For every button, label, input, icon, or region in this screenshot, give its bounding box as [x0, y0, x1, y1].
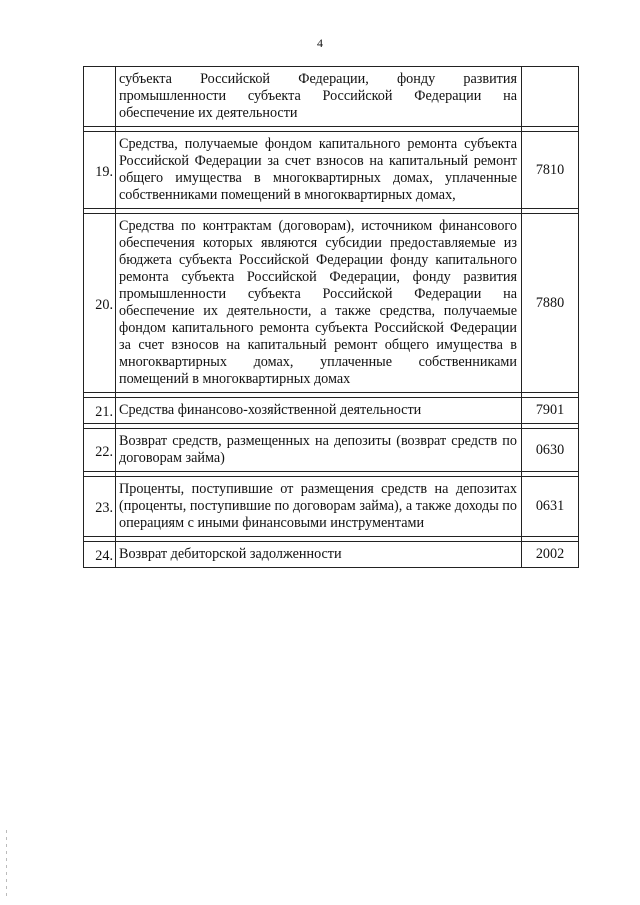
table-row — [84, 67, 579, 127]
scan-margin-mark — [6, 830, 7, 900]
row-code: 0631 — [522, 477, 579, 537]
row-code: 0630 — [522, 429, 579, 472]
row-number: 24. — [84, 542, 116, 568]
row-code: 7880 — [522, 214, 579, 393]
row-description: Средства, получаемые фондом капитального ремонта субъекта Российской Федерации за счет взносов на капитальный ремонт общего имущества в многоквартирных домах, уплаченные собственниками помещений в многоквартирных домах, — [116, 132, 522, 209]
table-row — [84, 132, 579, 209]
row-number: 21. — [84, 398, 116, 424]
table-row — [84, 398, 579, 424]
row-description: Проценты, поступившие от размещения средств на депозитах (проценты, поступившие по договорам займа), а также доходы по операциям с иными финансовыми инструментами — [116, 477, 522, 537]
row-number: 23. — [84, 477, 116, 537]
row-code — [522, 67, 579, 127]
table-row — [84, 429, 579, 472]
table-row — [84, 214, 579, 393]
row-description: субъекта Российской Федерации, фонду развития промышленности субъекта Российской Федерации на обеспечение их деятельности — [116, 67, 522, 127]
row-code: 7901 — [522, 398, 579, 424]
row-number: 19. — [84, 132, 116, 209]
page-number: 4 — [317, 36, 323, 50]
row-code: 2002 — [522, 542, 579, 568]
row-number — [84, 67, 116, 127]
row-number: 20. — [84, 214, 116, 393]
row-description: Возврат средств, размещенных на депозиты (возврат средств по договорам займа) — [116, 429, 522, 472]
row-description: Возврат дебиторской задолженности — [116, 542, 522, 568]
row-description: Средства финансово-хозяйственной деятельности — [116, 398, 522, 424]
row-number: 22. — [84, 429, 116, 472]
table-row — [84, 477, 579, 537]
codes-table — [83, 66, 579, 568]
row-description: Средства по контрактам (договорам), источником финансового обеспечения которых являются субсидии предоставляемые из бюджета субъекта Российской Федерации фонду капитального ремонта субъекта Российской Федерации, фонду развития промышленности субъекта Российской Федерации на обеспечение их деятельности, а также средства, получаемые фондом капитального ремонта субъекта Российской Федерации за счет взносов на капитальный ремонт общего имущества в многоквартирных домах, уплаченные собственниками помещений в многоквартирных домах — [116, 214, 522, 393]
table-row — [84, 542, 579, 568]
row-code: 7810 — [522, 132, 579, 209]
